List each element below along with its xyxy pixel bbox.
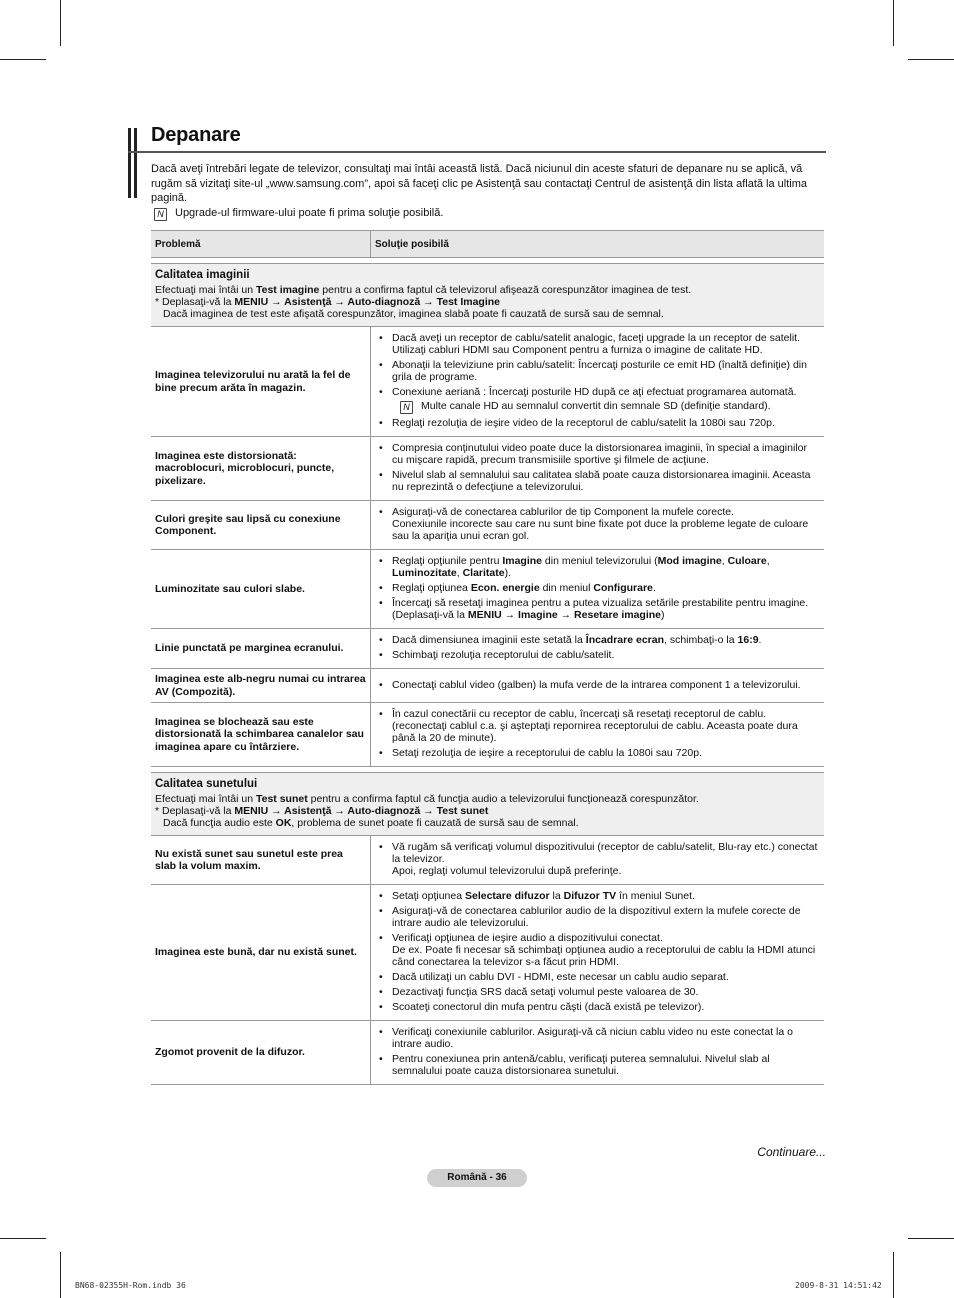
solution-item: • Asiguraţi-vă de conectarea cablurilor audio de la dispozitivul extern la mufele corecte de intrare audio ale televizorului. xyxy=(377,905,820,929)
crop-mark xyxy=(0,1238,46,1239)
problem-cell: Culori greşite sau lipsă cu conexiune Component. xyxy=(151,501,371,550)
problem-cell: Imaginea se blochează sau este distorsionată la schimbarea canalelor sau imaginea apare cu întârziere. xyxy=(151,703,371,767)
title-decor-bar xyxy=(128,128,131,198)
solution-item: • Schimbaţi rezoluţia receptorului de cablu/satelit. xyxy=(377,649,820,661)
table-row xyxy=(151,550,824,629)
solution-item: • Dezactivaţi funcţia SRS dacă setaţi volumul peste valoarea de 30. xyxy=(377,986,820,998)
solution-item: • Verificaţi opţiunea de ieşire audio a dispozitivului conectat. De ex. Poate fi necesar să schimbaţi opţiunea audio a receptorului de cablu la HDMI atunci când conectarea la televizor s-a făcut prin HDMI. xyxy=(377,932,820,968)
table-header xyxy=(151,231,824,258)
crop-mark xyxy=(908,1238,954,1239)
section-title: Calitatea imaginii xyxy=(155,269,250,281)
solution-item: • Conectaţi cablul video (galben) la mufa verde de la intrarea component 1 a televizorului. xyxy=(377,679,820,691)
section-title: Calitatea sunetului xyxy=(155,778,258,790)
section-line: Efectuaţi mai întâi un Test imagine pentru a confirma faptul că televizorul afişează corespunzător imaginea de test. xyxy=(155,284,692,296)
solution-item: • Scoateţi conectorul din mufa pentru căşti (dacă există pe televizor). xyxy=(377,1001,820,1013)
solution-item: • Conexiune aeriană : Încercaţi posturile HD după ce aţi efectuat programarea automată. N Multe canale HD au semnalul convertit din semnale SD (definiţie standard). xyxy=(377,386,820,414)
troubleshooting-table xyxy=(151,230,824,1085)
problem-cell: Imaginea este alb-negru numai cu intrarea AV (Compozită). xyxy=(151,669,371,703)
solution-item: • Reglaţi opţiunea Econ. energie din meniul Configurare. xyxy=(377,582,820,594)
solution-cell xyxy=(371,836,825,885)
header-solution: Soluţie posibilă xyxy=(371,231,825,258)
problem-cell: Luminozitate sau culori slabe. xyxy=(151,550,371,629)
table-row xyxy=(151,501,824,550)
crop-mark xyxy=(893,0,894,46)
title-decor-bar xyxy=(134,128,137,198)
intro-text xyxy=(151,162,827,221)
problem-cell: Linie punctată pe marginea ecranului. xyxy=(151,629,371,669)
solution-item: • Nivelul slab al semnalului sau calitatea slabă poate cauza distorsionarea imaginii. Aceasta nu reprezintă o defecţiune a televizorului. xyxy=(377,469,820,493)
table-row xyxy=(151,836,824,885)
footer-file: BN68-02355H-Rom.indb 36 xyxy=(75,1281,186,1290)
problem-cell: Imaginea televizorului nu arată la fel de bine precum arăta în magazin. xyxy=(151,327,371,437)
page-number-badge: Română - 36 xyxy=(427,1169,527,1187)
solution-cell xyxy=(371,885,825,1021)
header-problem: Problemă xyxy=(151,231,371,258)
crop-mark xyxy=(908,59,954,60)
table-row xyxy=(151,327,824,437)
table-row xyxy=(151,437,824,501)
problem-cell: Zgomot provenit de la difuzor. xyxy=(151,1021,371,1085)
solution-item: • Dacă aveţi un receptor de cablu/satelit analogic, faceţi upgrade la un receptor de satelit. Utilizaţi cabluri HDMI sau Component pentru a furniza o imagine de calitate HD. xyxy=(377,332,820,356)
footer-stamp: 2009-8-31 14:51:42 xyxy=(795,1281,882,1290)
title-rule xyxy=(128,151,826,153)
solution-item: • Reglaţi rezoluţia de ieşire video de la receptorul de cablu/satelit la 1080i sau 720p. xyxy=(377,417,820,429)
solution-cell xyxy=(371,1021,825,1085)
solution-cell xyxy=(371,327,825,437)
intro-note xyxy=(151,206,827,221)
section-line: Dacă imaginea de test este afişată corespunzător, imaginea slabă poate fi cauzată de sursă sau de semnal. xyxy=(163,308,664,320)
table-row xyxy=(151,669,824,703)
section-line: * Deplasaţi-vă la MENIU → Asistenţă → Auto-diagnoză → Test sunet xyxy=(155,805,489,817)
solution-item: • Reglaţi opţiunile pentru Imagine din meniul televizorului (Mod imagine, Culoare, Luminozitate, Claritate). xyxy=(377,555,820,579)
section-line: Efectuaţi mai întâi un Test sunet pentru a confirma faptul că funcţia audio a televizorului funcţionează corespunzător. xyxy=(155,793,699,805)
intro-paragraph: Dacă aveţi întrebări legate de televizor, consultaţi mai întâi această listă. Dacă niciunul din aceste sfaturi de depanare nu se aplică, vă rugăm să vizitaţi site-ul „www.samsung.com”, apoi să faceţi clic pe Asistenţă sau contactaţi Centrul de asistenţă din lista aflată la ultima pagină. xyxy=(151,163,808,204)
section-picture xyxy=(151,264,824,327)
solution-cell xyxy=(371,501,825,550)
note-icon: N xyxy=(154,208,167,221)
solution-cell xyxy=(371,703,825,767)
problem-cell: Imaginea este distorsionată: macroblocuri, microblocuri, puncte, pixelizare. xyxy=(151,437,371,501)
problem-cell: Nu există sunet sau sunetul este prea slab la volum maxim. xyxy=(151,836,371,885)
solution-item: • Abonaţii la televiziune prin cablu/satelit: Încercaţi posturile ce emit HD (înaltă definiţie) din grila de programe. xyxy=(377,359,820,383)
solution-item: • Compresia conţinutului video poate duce la distorsionarea imaginii, în special a imaginilor cu mişcare rapidă, precum transmisiile sportive şi filmele de acţiune. xyxy=(377,442,820,466)
crop-mark xyxy=(60,0,61,46)
solution-item: • Asiguraţi-vă de conectarea cablurilor de tip Component la mufele corecte. Conexiunile incorecte sau care nu sunt bine fixate pot duce la probleme legate de culoare sau la apariţia unui ecran gol. xyxy=(377,506,820,542)
section-line: * Deplasaţi-vă la MENIU → Asistenţă → Auto-diagnoză → Test Imagine xyxy=(155,296,501,308)
solution-item: • Dacă utilizaţi un cablu DVI - HDMI, este necesar un cablu audio separat. xyxy=(377,971,820,983)
solution-item: • Vă rugăm să verificaţi volumul dispozitivului (receptor de cablu/satelit, Blu-ray etc.) conectat la televizor. Apoi, reglaţi volumul televizorului după preferinţe. xyxy=(377,841,820,877)
solution-item: • Setaţi rezoluţia de ieşire a receptorului de cablu la 1080i sau 720p. xyxy=(377,747,820,759)
solution-cell xyxy=(371,550,825,629)
solution-item: • În cazul conectării cu receptor de cablu, încercaţi să resetaţi receptorul de cablu. (reconectaţi cablul c.a. şi aşteptaţi repornirea receptorului de cablu. Aceasta poate dura până la 20 de minute). xyxy=(377,708,820,744)
table-row xyxy=(151,885,824,1021)
section-line: Dacă funcţia audio este OK, problema de sunet poate fi cauzată de sursă sau de semnal. xyxy=(163,817,579,829)
crop-mark xyxy=(0,59,46,60)
continuation-text: Continuare... xyxy=(757,1145,826,1159)
solution-item: • Pentru conexiunea prin antenă/cablu, verificaţi puterea semnalului. Nivelul slab al semnalului poate cauza distorsionarea sunetului. xyxy=(377,1053,820,1077)
solution-item: • Verificaţi conexiunile cablurilor. Asiguraţi-vă că niciun cablu video nu este conectat la o intrare audio. xyxy=(377,1026,820,1050)
table-row xyxy=(151,1021,824,1085)
crop-mark xyxy=(893,1252,894,1298)
page-title: Depanare xyxy=(151,124,241,146)
table-row xyxy=(151,703,824,767)
section-sound xyxy=(151,773,824,836)
note-icon: N xyxy=(400,401,413,414)
crop-mark xyxy=(60,1252,61,1298)
solution-item: • Dacă dimensiunea imaginii este setată la Încadrare ecran, schimbaţi-o la 16:9. xyxy=(377,634,820,646)
solution-cell xyxy=(371,629,825,669)
problem-cell: Imaginea este bună, dar nu există sunet. xyxy=(151,885,371,1021)
solution-cell xyxy=(371,437,825,501)
solution-cell xyxy=(371,669,825,703)
solution-item: • Încercaţi să resetaţi imaginea pentru a putea vizualiza setările prestabilite pentru imagine. (Deplasaţi-vă la MENIU → Imagine → Resetare imagine) xyxy=(377,597,820,621)
solution-item: • Setaţi opţiunea Selectare difuzor la Difuzor TV în meniul Sunet. xyxy=(377,890,820,902)
table-row xyxy=(151,629,824,669)
intro-note-text: Upgrade-ul firmware-ului poate fi prima soluţie posibilă. xyxy=(175,206,444,219)
